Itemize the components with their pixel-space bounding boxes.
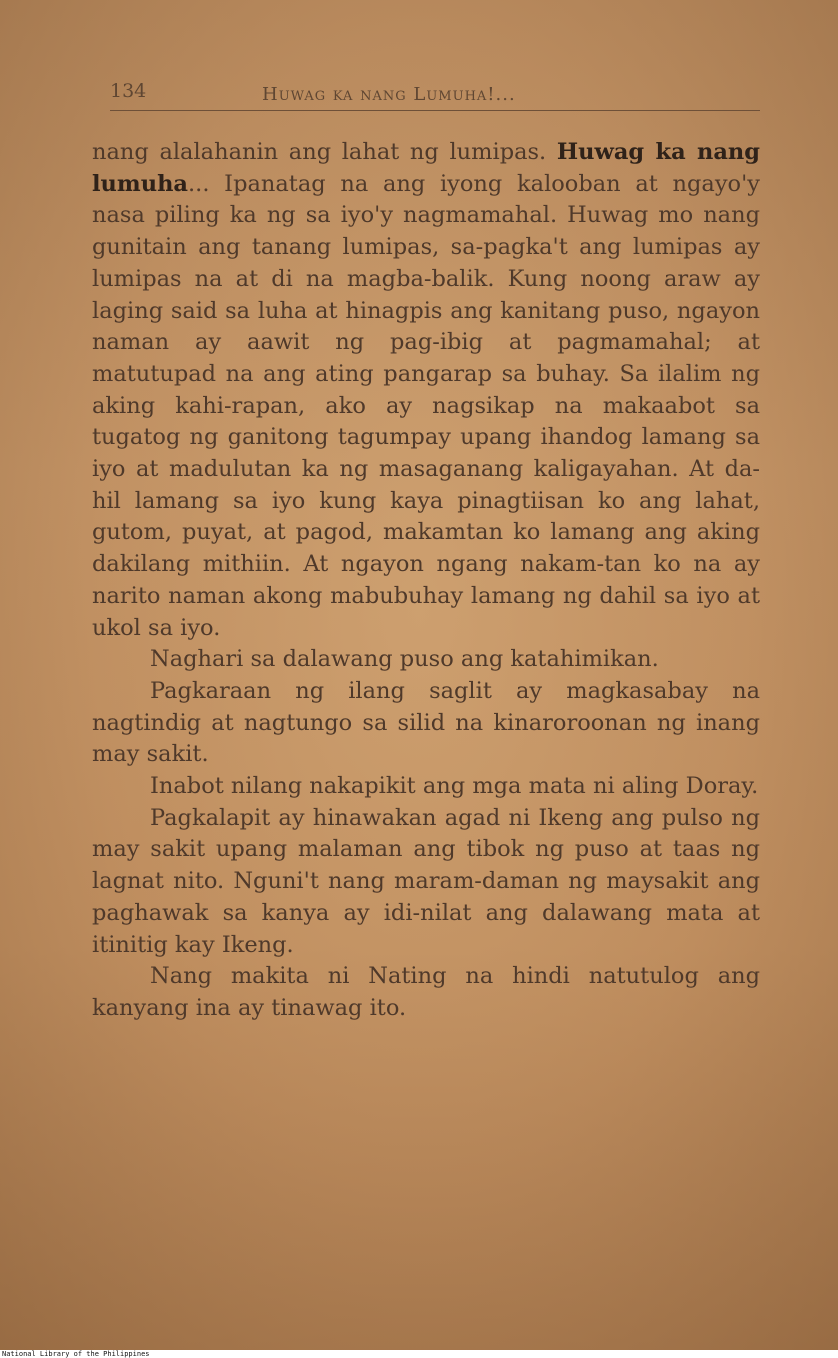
paragraph: Pagkalapit ay hinawakan agad ni Ikeng ang pulso ng may sakit upang malaman ang tibok ng puso at taas ng lagnat nito. Nguni't nang maram-daman ng maysakit ang paghawak sa kanya ay idi-nilat ang dalawang mata at itinitig kay Ikeng. xyxy=(92,804,760,958)
page-number: 134 xyxy=(110,80,147,102)
paragraph: Naghari sa dalawang puso ang katahimikan. xyxy=(150,646,659,673)
bold-phrase: Huwag ka nang lumuha xyxy=(92,139,760,197)
paragraph-text: nang alalahanin ang lahat ng lumipas. xyxy=(92,139,547,165)
running-title: Huwag ka nang Lumuha!... xyxy=(262,84,516,105)
page-header xyxy=(110,80,760,111)
paragraph: Nang makita ni Nating na hindi natutulog ang kanyang ina ay tinawag ito. xyxy=(92,963,760,1021)
paragraph: Pagkaraan ng ilang saglit ay magkasabay na nagtindig at nagtungo sa silid na kinaroroonan ng inang may sakit. xyxy=(92,677,760,768)
paragraph-text: ... Ipanatag na ang iyong kalooban at ngayo'y nasa piling ka ng sa iyo'y nagmamahal. Huwag mo nang gunitain ang tanang lumipas, sa-pagka't ang lumipas ay lumipas na at di na magba-balik. Kung noong araw ay laging said sa luha at hinagpis ang kanitang puso, ngayon naman ay aawit ng pag-ibig at pagmamahal; at matutupad na ang ating pangarap sa buhay. Sa ilalim ng aking kahi-rapan, ako ay nagsikap na makaabot sa tugatog ng ganitong tagumpay upang ihandog lamang sa iyo at madulutan ka ng masaganang kaligayahan. At da-hil lamang sa iyo kung kaya pinagtiisan ko ang lahat, gutom, puyat, at pagod, makamtan ko lamang ang aking dakilang mithiin. At ngayon ngang nakam-tan ko na ay narito naman akong mabubuhay lamang ng dahil sa iyo at ukol sa iyo. xyxy=(92,170,760,641)
library-credit: National Library of the Philippines xyxy=(0,1350,838,1358)
body-text xyxy=(92,137,760,1025)
paragraph: Inabot nilang nakapikit ang mga mata ni aling Doray. xyxy=(150,773,759,800)
paragraph-continued xyxy=(92,137,760,644)
